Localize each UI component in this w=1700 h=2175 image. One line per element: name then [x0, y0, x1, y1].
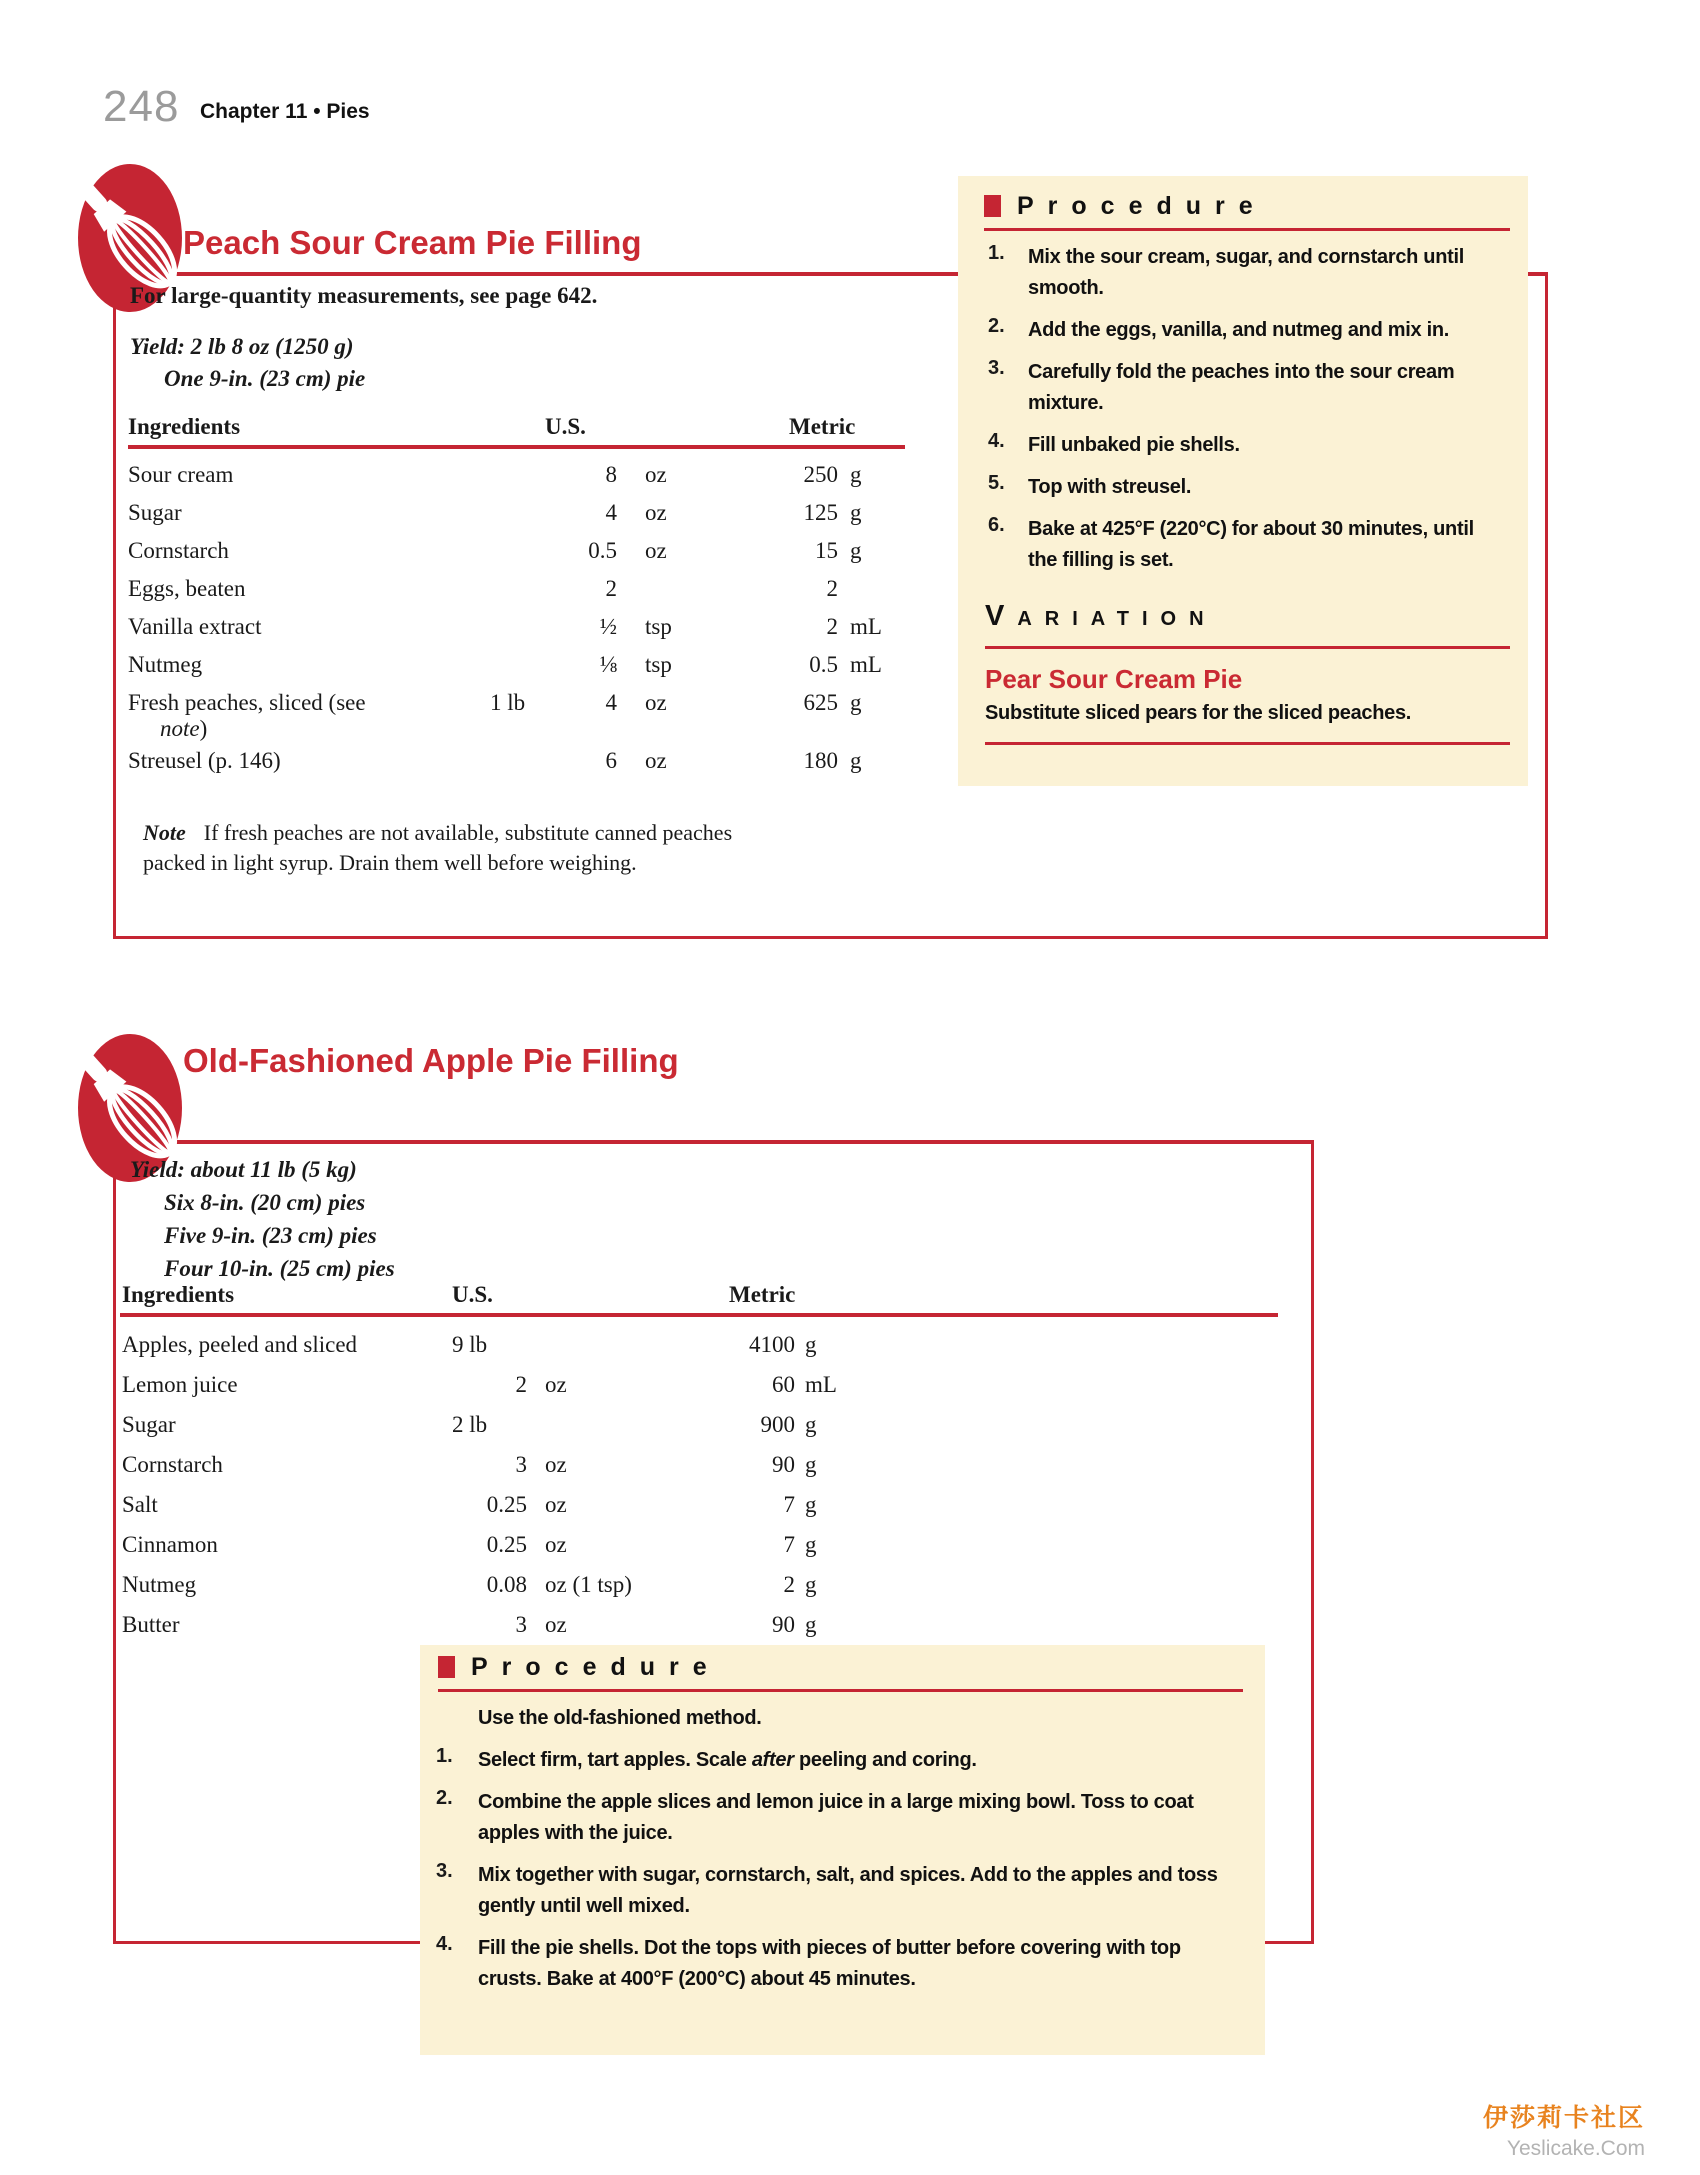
ingredient-row — [122, 1326, 867, 1366]
metric-quantity: 15 — [815, 538, 838, 563]
ingredient-name: Butter — [122, 1612, 180, 1637]
step-number: 2. — [436, 1787, 453, 1809]
procedure-header — [984, 192, 1267, 221]
watermark-url: Yeslicake.Com — [1506, 2137, 1645, 2160]
variation-underline — [985, 646, 1510, 649]
ingredient-row — [122, 1446, 867, 1486]
column-header-ingredients: Ingredients — [128, 414, 241, 439]
ingredient-name: Fresh peaches, sliced (see note) — [128, 690, 366, 741]
ingredient-name: Sour cream — [128, 462, 234, 487]
watermark-chinese: 伊莎莉卡社区 — [1482, 2104, 1645, 2132]
ingredient-row — [122, 1606, 867, 1646]
step-text: Fill the pie shells. Dot the tops with pieces of butter before covering with top crusts. Bake at 400°F (200°C) about 45 minutes. — [478, 1937, 1181, 1990]
step-number: 2. — [988, 315, 1005, 337]
table-header-rule — [120, 1313, 1278, 1317]
step-text: Combine the apple slices and lemon juice in a large mixing bowl. Toss to coat apples with the juice. — [478, 1791, 1194, 1844]
metric-quantity: 250 — [803, 462, 838, 487]
us-measure: 2 oz — [515, 1372, 567, 1397]
column-header-metric: Metric — [789, 414, 856, 439]
metric-quantity: 125 — [803, 500, 838, 525]
step-text: Mix the sour cream, sugar, and cornstarch until smooth. — [1028, 246, 1465, 299]
procedure-step — [436, 1745, 1236, 1776]
recipe2-procedure-panel — [420, 1645, 1265, 2055]
note-label: Note — [143, 820, 186, 845]
procedure-title: Procedure — [471, 1653, 721, 1681]
recipe2-title: Old-Fashioned Apple Pie Filling — [183, 1042, 679, 1079]
page-number: 248 — [103, 82, 180, 131]
us-measure: 8 oz — [605, 462, 667, 487]
ingredient-row — [128, 646, 900, 684]
ingredient-row — [128, 494, 900, 532]
metric-unit: mL — [850, 652, 882, 677]
step-number: 6. — [988, 514, 1005, 536]
step-text: Use the old-fashioned method. — [478, 1707, 762, 1729]
metric-unit: g — [805, 1452, 817, 1477]
procedure-title: Procedure — [1017, 192, 1267, 220]
step-number: 1. — [436, 1745, 453, 1767]
recipe1-note — [143, 818, 743, 878]
us-measure: 2 — [605, 576, 617, 601]
step-text: Carefully fold the peaches into the sour cream mixture. — [1028, 361, 1455, 414]
procedure-steps — [988, 242, 1500, 587]
column-header-us: U.S. — [545, 414, 586, 439]
us-measure: 3 oz — [515, 1612, 567, 1637]
column-header-us: U.S. — [452, 1282, 493, 1307]
us-measure: 6 oz — [605, 748, 667, 773]
table-header-rule — [128, 445, 905, 449]
yield-line: Six 8-in. (20 cm) pies — [164, 1190, 366, 1215]
us-measure: 1 lb 4 oz — [490, 690, 667, 715]
procedure-underline — [984, 228, 1510, 231]
procedure-step — [436, 1703, 1236, 1734]
metric-quantity: 7 — [783, 1492, 795, 1517]
step-number: 3. — [436, 1860, 453, 1882]
recipe1-ingredients-table — [128, 456, 900, 780]
procedure-steps — [436, 1703, 1236, 2006]
ingredient-name: Cornstarch — [128, 538, 229, 563]
procedure-step — [988, 430, 1500, 461]
step-number: 4. — [436, 1933, 453, 1955]
metric-quantity: 2 — [826, 576, 838, 601]
step-number: 5. — [988, 472, 1005, 494]
ingredient-name: Apples, peeled and sliced — [122, 1332, 358, 1357]
metric-unit: g — [850, 500, 862, 525]
column-header-ingredients: Ingredients — [122, 1282, 235, 1307]
ingredient-name: Lemon juice — [122, 1372, 238, 1397]
procedure-step — [988, 357, 1500, 419]
ingredient-name: Streusel (p. 146) — [128, 748, 281, 773]
ingredient-name: Cornstarch — [122, 1452, 223, 1477]
ingredient-row — [122, 1526, 867, 1566]
step-number: 1. — [988, 242, 1005, 264]
ingredient-row — [122, 1366, 867, 1406]
us-measure: ⅛ tsp — [599, 652, 672, 677]
procedure-step — [988, 514, 1500, 576]
metric-quantity: 2 — [783, 1572, 795, 1597]
ingredient-row — [128, 608, 900, 646]
ingredient-row — [128, 570, 900, 608]
step-text: Fill unbaked pie shells. — [1028, 434, 1240, 456]
metric-unit: g — [850, 690, 862, 715]
procedure-step — [436, 1933, 1236, 1995]
red-square-bullet-icon — [984, 195, 1001, 217]
column-header-metric: Metric — [729, 1282, 796, 1307]
ingredient-row — [128, 532, 900, 570]
metric-quantity: 60 — [772, 1372, 795, 1397]
chapter-header: Chapter 11 • Pies — [200, 100, 370, 123]
ingredient-row — [122, 1486, 867, 1526]
yield-line: Four 10-in. (25 cm) pies — [164, 1256, 395, 1281]
metric-unit: g — [805, 1492, 817, 1517]
recipe2-yield — [130, 1153, 395, 1285]
recipe1-yield — [130, 331, 365, 395]
procedure-step — [988, 315, 1500, 346]
yield-line: Five 9-in. (23 cm) pies — [164, 1223, 377, 1248]
recipe2-ingredients-table — [122, 1326, 867, 1646]
us-measure: ½ tsp — [599, 614, 672, 639]
note-text: If fresh peaches are not available, substitute canned peaches packed in light syrup. Drain them well before weighing. — [143, 820, 733, 875]
metric-quantity: 2 — [826, 614, 838, 639]
us-measure: 3 oz — [515, 1452, 567, 1477]
us-measure: 0.25 oz — [486, 1492, 567, 1517]
metric-quantity: 0.5 — [809, 652, 838, 677]
step-text: Add the eggs, vanilla, and nutmeg and mix in. — [1028, 319, 1450, 341]
metric-quantity: 4100 — [749, 1332, 795, 1357]
metric-quantity: 90 — [772, 1452, 795, 1477]
ingredient-name: Nutmeg — [122, 1572, 197, 1597]
metric-unit: mL — [850, 614, 882, 639]
us-measure: 0.5 oz — [588, 538, 667, 563]
variation-text: Substitute sliced pears for the sliced peaches. — [985, 702, 1412, 724]
yield-line: Yield: 2 lb 8 oz (1250 g) — [130, 334, 354, 359]
step-text: Top with streusel. — [1028, 476, 1192, 498]
us-measure: 9 lb — [452, 1332, 488, 1357]
metric-unit: g — [805, 1532, 817, 1557]
procedure-step — [436, 1860, 1236, 1922]
metric-unit: g — [805, 1412, 817, 1437]
us-measure: 4 oz — [605, 500, 667, 525]
metric-quantity: 900 — [760, 1412, 795, 1437]
metric-unit: mL — [805, 1372, 837, 1397]
step-number — [436, 1703, 478, 1734]
ingredient-name: Eggs, beaten — [128, 576, 246, 601]
ingredient-name: Sugar — [122, 1412, 176, 1437]
variation-recipe-name: Pear Sour Cream Pie — [985, 664, 1243, 694]
us-measure: 0.25 oz — [486, 1532, 567, 1557]
metric-unit: g — [850, 538, 862, 563]
ingredient-row — [128, 684, 900, 742]
ingredient-name: Sugar — [128, 500, 182, 525]
metric-quantity: 7 — [783, 1532, 795, 1557]
step-text: Mix together with sugar, cornstarch, salt, and spices. Add to the apples and toss gently until well mixed. — [478, 1864, 1218, 1917]
metric-quantity: 90 — [772, 1612, 795, 1637]
us-measure: 2 lb — [452, 1412, 488, 1437]
procedure-header — [438, 1653, 721, 1682]
variation-bottom-rule — [985, 742, 1510, 745]
us-measure: 0.08 oz (1 tsp) — [486, 1572, 632, 1597]
recipe1-procedure-panel — [958, 176, 1528, 786]
metric-quantity: 180 — [803, 748, 838, 773]
procedure-underline — [438, 1689, 1243, 1692]
step-number: 3. — [988, 357, 1005, 379]
large-quantity-note: For large-quantity measurements, see page 642. — [130, 283, 598, 308]
procedure-step — [988, 472, 1500, 503]
step-number: 4. — [988, 430, 1005, 452]
metric-quantity: 625 — [803, 690, 838, 715]
variation-title: Variation — [985, 600, 1217, 632]
metric-unit: g — [805, 1572, 817, 1597]
yield-line: One 9-in. (23 cm) pie — [164, 366, 366, 391]
watermark — [1483, 2098, 1645, 2161]
step-text: Bake at 425°F (220°C) for about 30 minutes, until the filling is set. — [1028, 518, 1474, 571]
metric-unit: g — [805, 1332, 817, 1357]
ingredient-row — [122, 1406, 867, 1446]
red-square-bullet-icon — [438, 1656, 455, 1678]
ingredient-name: Salt — [122, 1492, 158, 1517]
ingredient-name: Nutmeg — [128, 652, 203, 677]
ingredient-name: Cinnamon — [122, 1532, 218, 1557]
procedure-step — [988, 242, 1500, 304]
metric-unit: g — [850, 462, 862, 487]
metric-unit: g — [805, 1612, 817, 1637]
metric-unit: g — [850, 748, 862, 773]
procedure-step — [436, 1787, 1236, 1849]
ingredient-row — [128, 742, 900, 780]
ingredient-row — [128, 456, 900, 494]
step-text: Select firm, tart apples. Scale after peeling and coring. — [478, 1749, 977, 1771]
yield-line: Yield: about 11 lb (5 kg) — [130, 1157, 357, 1182]
ingredient-row — [122, 1566, 867, 1606]
recipe1-title: Peach Sour Cream Pie Filling — [183, 224, 642, 261]
ingredient-name: Vanilla extract — [128, 614, 262, 639]
